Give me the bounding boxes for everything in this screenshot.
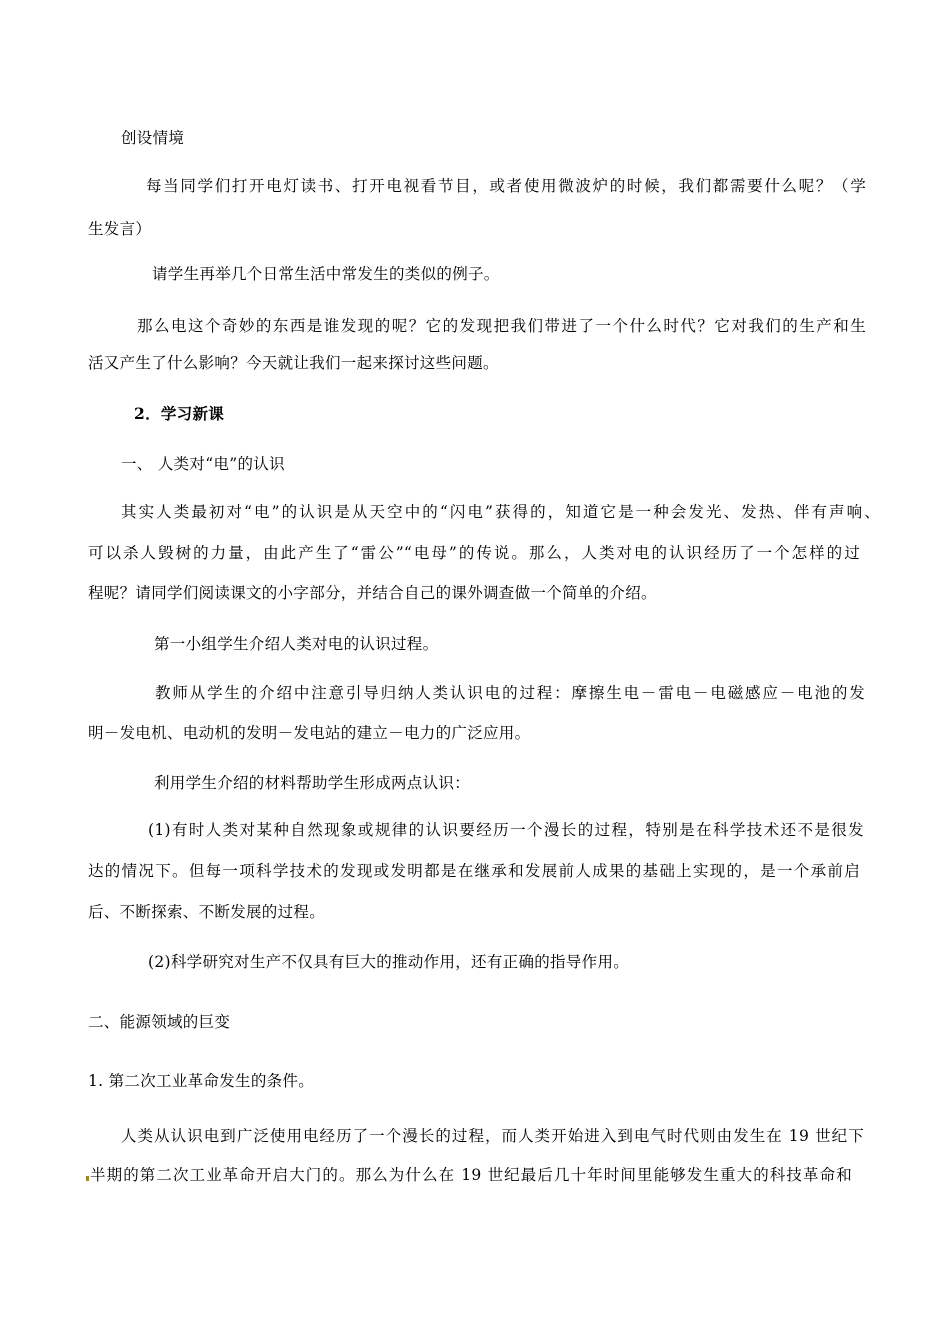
section-heading-new-lesson: 2．学习新课 — [134, 404, 225, 423]
paragraph-line: 请学生再举几个日常生活中常发生的类似的例子。 — [152, 265, 500, 283]
paragraph-line: 半期的第二次工业革命开启大门的。那么为什么在 19 世纪最后几十年时间里能够发生重大的科技革命和 — [90, 1166, 852, 1184]
paragraph-line: 利用学生介绍的材料帮助学生形成两点认识： — [154, 774, 471, 792]
paragraph-line: 那么电这个奇妙的东西是谁发现的呢？它的发现把我们带进了一个什么时代？它对我们的生产和生 — [137, 317, 866, 335]
paragraph-line: 程呢？请同学们阅读课文的小字部分，并结合自己的课外调查做一个简单的介绍。 — [88, 584, 657, 602]
paragraph-line: (1)有时人类对某种自然现象或规律的认识要经历一个漫长的过程，特别是在科学技术还不是很发 — [148, 821, 864, 839]
paragraph-line: 第一小组学生介绍人类对电的认识过程。 — [154, 635, 439, 653]
list-item-heading: 1. 第二次工业革命发生的条件。 — [88, 1072, 315, 1090]
paragraph-line: 生发言） — [88, 220, 152, 238]
subsection-heading-energy: 二、能源领域的巨变 — [88, 1013, 231, 1031]
subsection-heading-electricity: 一、 人类对“电”的认识 — [121, 455, 285, 473]
paragraph-line: 后、不断探索、不断发展的过程。 — [88, 903, 326, 921]
paragraph-line: 人类从认识电到广泛使用电经历了一个漫长的过程，而人类开始进入到电气时代则由发生在 19 世纪下 — [121, 1127, 864, 1145]
paragraph-line: 明－发电机、电动机的发明－发电站的建立－电力的广泛应用。 — [88, 724, 531, 742]
paragraph-line: 活又产生了什么影响？今天就让我们一起来探讨这些问题。 — [88, 354, 499, 372]
paragraph-line: 可以杀人毁树的力量，由此产生了“雷公”“电母”的传说。那么，人类对电的认识经历了一个怎样的过 — [88, 544, 860, 562]
paragraph-line: 教师从学生的介绍中注意引导归纳人类认识电的过程：摩擦生电－雷电－电磁感应－电池的发 — [155, 684, 865, 702]
paragraph-line: 每当同学们打开电灯读书、打开电视看节目，或者使用微波炉的时候，我们都需要什么呢？（学 — [146, 177, 866, 195]
paragraph-line: (2)科学研究对生产不仅具有巨大的推动作用，还有正确的指导作用。 — [148, 953, 630, 971]
section-heading-scenario: 创设情境 — [121, 129, 185, 147]
cursor-mark — [86, 1176, 89, 1181]
paragraph-line: 其实人类最初对“电”的认识是从天空中的“闪电”获得的，知道它是一种会发光、发热、伴有声响、 — [121, 503, 880, 521]
paragraph-line: 达的情况下。但每一项科学技术的发现或发明都是在继承和发展前人成果的基础上实现的，是一个承前启 — [88, 862, 860, 880]
